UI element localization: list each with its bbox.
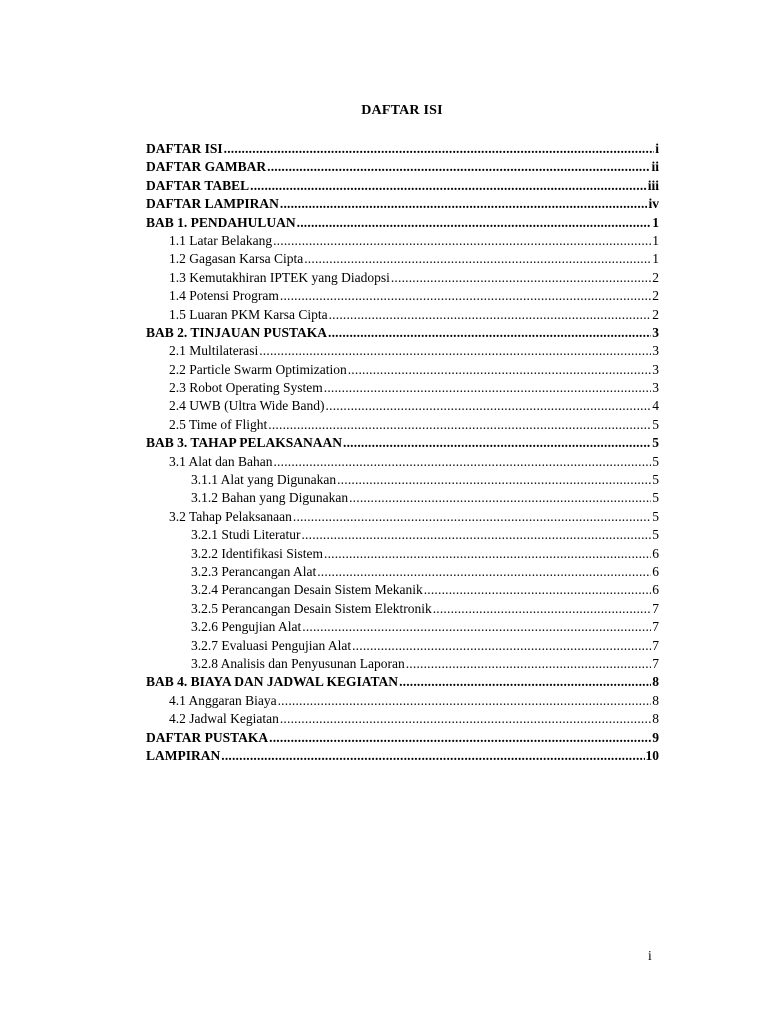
dot-leader	[329, 306, 652, 324]
dot-leader	[268, 416, 651, 434]
toc-entry-page: 5	[652, 472, 659, 488]
toc-entry-label: 1.4 Potensi Program	[169, 288, 279, 304]
dot-leader	[297, 214, 652, 232]
toc-entry-label: 1.3 Kemutakhiran IPTEK yang Diadopsi	[169, 269, 390, 285]
toc-entry-label: 3.1 Alat dan Bahan	[169, 453, 273, 469]
toc-entry[interactable]	[146, 545, 659, 563]
toc-entry-label: 3.2.4 Perancangan Desain Sistem Mekanik	[191, 582, 423, 598]
toc-entry-label: 3.2.7 Evaluasi Pengujian Alat	[191, 637, 352, 653]
toc-entry-page: 8	[652, 692, 659, 708]
toc-entry-label: 3.2.2 Identifikasi Sistem	[191, 545, 323, 561]
toc-entry[interactable]	[146, 397, 659, 415]
toc-entry-label: DAFTAR LAMPIRAN	[146, 196, 279, 212]
dot-leader	[406, 655, 652, 673]
dot-leader	[280, 710, 651, 728]
toc-entry-page: 7	[652, 619, 659, 635]
toc-entry-page: 4	[652, 398, 659, 414]
toc-entry-page: 1	[652, 214, 659, 230]
toc-entry[interactable]	[146, 214, 659, 232]
dot-leader	[301, 526, 651, 544]
toc-entry[interactable]	[146, 471, 659, 489]
toc-entry[interactable]	[146, 379, 659, 397]
toc-entry-page: 5	[652, 453, 659, 469]
toc-entry-label: LAMPIRAN	[146, 747, 221, 763]
dot-leader	[280, 195, 648, 213]
toc-entry[interactable]	[146, 637, 659, 655]
dot-leader	[273, 453, 651, 471]
dot-leader	[221, 747, 644, 765]
dot-leader	[278, 692, 652, 710]
toc-entry[interactable]	[146, 361, 659, 379]
toc-entry-page: ii	[651, 159, 659, 175]
toc-entry-page: 7	[652, 600, 659, 616]
toc-entry[interactable]	[146, 158, 659, 176]
toc-entry[interactable]	[146, 747, 659, 765]
dot-leader	[269, 729, 651, 747]
toc-entry-label: BAB 3. TAHAP PELAKSANAAN	[146, 435, 343, 451]
toc-entry-label: 3.2.5 Perancangan Desain Sistem Elektronik	[191, 600, 432, 616]
toc-entry[interactable]	[146, 453, 659, 471]
dot-leader	[259, 342, 651, 360]
toc-entry-page: 3	[652, 380, 659, 396]
toc-entry-page: iv	[648, 196, 659, 212]
toc-entry[interactable]	[146, 526, 659, 544]
toc-entry-page: 2	[652, 288, 659, 304]
toc-entry[interactable]	[146, 250, 659, 268]
toc-entry[interactable]	[146, 140, 659, 158]
dot-leader	[424, 581, 652, 599]
toc-entry[interactable]	[146, 655, 659, 673]
toc-entry[interactable]	[146, 232, 659, 250]
toc-entry-label: 3.2.8 Analisis dan Penyusunan Laporan	[191, 655, 405, 671]
toc-entry-page: 3	[652, 343, 659, 359]
toc-entry-page: 7	[652, 637, 659, 653]
toc-entry[interactable]	[146, 673, 659, 691]
toc-entry-page: 6	[652, 563, 659, 579]
page-title: DAFTAR ISI	[361, 103, 443, 118]
toc-entry-page: 5	[652, 435, 659, 451]
toc-entry-label: DAFTAR GAMBAR	[146, 159, 267, 175]
toc-entry[interactable]	[146, 416, 659, 434]
toc-entry-label: 2.2 Particle Swarm Optimization	[169, 361, 347, 377]
dot-leader	[304, 250, 651, 268]
toc-entry-label: 3.1.1 Alat yang Digunakan	[191, 472, 337, 488]
dot-leader	[293, 508, 651, 526]
toc-entry-page: iii	[647, 177, 659, 193]
toc-entry-page: 2	[652, 269, 659, 285]
table-of-contents	[146, 140, 659, 765]
toc-entry-page: 3	[652, 324, 659, 340]
toc-entry-label: DAFTAR ISI	[146, 141, 223, 156]
toc-entry-page: 5	[652, 508, 659, 524]
dot-leader	[348, 361, 652, 379]
toc-entry-label: 2.5 Time of Flight	[169, 416, 268, 432]
toc-entry-label: 3.2 Tahap Pelaksanaan	[169, 508, 292, 524]
page-number: i	[648, 948, 652, 963]
dot-leader	[302, 618, 651, 636]
toc-entry-page: 5	[652, 527, 659, 543]
toc-entry[interactable]	[146, 489, 659, 507]
toc-entry[interactable]	[146, 618, 659, 636]
dot-leader	[433, 600, 652, 618]
dot-leader	[399, 673, 651, 691]
toc-entry-label: 1.1 Latar Belakang	[169, 232, 273, 248]
dot-leader	[352, 637, 651, 655]
toc-entry-page: 10	[645, 747, 659, 763]
dot-leader	[267, 158, 650, 176]
dot-leader	[328, 324, 651, 342]
toc-entry-label: 3.2.1 Studi Literatur	[191, 527, 301, 543]
toc-entry-label: BAB 4. BIAYA DAN JADWAL KEGIATAN	[146, 674, 399, 690]
toc-entry-page: i	[655, 141, 659, 156]
toc-entry-label: 1.5 Luaran PKM Karsa Cipta	[169, 306, 328, 322]
toc-entry-label: 3.1.2 Bahan yang Digunakan	[191, 490, 349, 506]
dot-leader	[337, 471, 651, 489]
toc-entry-page: 9	[652, 729, 659, 745]
toc-entry[interactable]	[146, 508, 659, 526]
toc-entry-label: 4.2 Jadwal Kegiatan	[169, 711, 279, 727]
toc-entry-page: 8	[652, 711, 659, 727]
dot-leader	[273, 232, 651, 250]
dot-leader	[349, 489, 651, 507]
dot-leader	[324, 545, 651, 563]
toc-entry-page: 3	[652, 361, 659, 377]
toc-entry-page: 1	[652, 251, 659, 267]
toc-entry-label: 3.2.3 Perancangan Alat	[191, 563, 317, 579]
toc-entry-label: DAFTAR PUSTAKA	[146, 729, 269, 745]
toc-entry-page: 5	[652, 490, 659, 506]
toc-entry-page: 6	[652, 545, 659, 561]
dot-leader	[317, 563, 651, 581]
toc-entry[interactable]	[146, 563, 659, 581]
toc-entry-page: 5	[652, 416, 659, 432]
toc-entry-label: 2.4 UWB (Ultra Wide Band)	[169, 398, 325, 414]
toc-entry[interactable]	[146, 269, 659, 287]
toc-entry-label: 3.2.6 Pengujian Alat	[191, 619, 302, 635]
toc-entry[interactable]	[146, 434, 659, 452]
toc-entry[interactable]	[146, 324, 659, 342]
toc-entry[interactable]	[146, 710, 659, 728]
toc-entry[interactable]	[146, 729, 659, 747]
toc-entry-label: 2.3 Robot Operating System	[169, 380, 323, 396]
dot-leader	[224, 140, 655, 158]
dot-leader	[326, 397, 652, 415]
toc-entry[interactable]	[146, 581, 659, 599]
dot-leader	[280, 287, 651, 305]
toc-entry[interactable]	[146, 287, 659, 305]
toc-entry-page: 8	[652, 674, 659, 690]
toc-entry-page: 6	[652, 582, 659, 598]
toc-entry[interactable]	[146, 306, 659, 324]
toc-entry-page: 7	[652, 655, 659, 671]
dot-leader	[343, 434, 651, 452]
toc-entry[interactable]	[146, 195, 659, 213]
toc-entry-page: 2	[652, 306, 659, 322]
toc-entry[interactable]	[146, 177, 659, 195]
dot-leader	[391, 269, 651, 287]
dot-leader	[324, 379, 652, 397]
toc-entry-label: 1.2 Gagasan Karsa Cipta	[169, 251, 304, 267]
toc-entry[interactable]	[146, 692, 659, 710]
toc-entry[interactable]	[146, 342, 659, 360]
toc-entry-page: 1	[652, 232, 659, 248]
toc-entry-label: 4.1 Anggaran Biaya	[169, 692, 277, 708]
toc-entry-label: BAB 1. PENDAHULUAN	[146, 214, 296, 230]
toc-entry-label: DAFTAR TABEL	[146, 177, 250, 193]
toc-entry[interactable]	[146, 600, 659, 618]
dot-leader	[250, 177, 647, 195]
toc-entry-label: BAB 2. TINJAUAN PUSTAKA	[146, 324, 328, 340]
toc-entry-label: 2.1 Multilaterasi	[169, 343, 259, 359]
